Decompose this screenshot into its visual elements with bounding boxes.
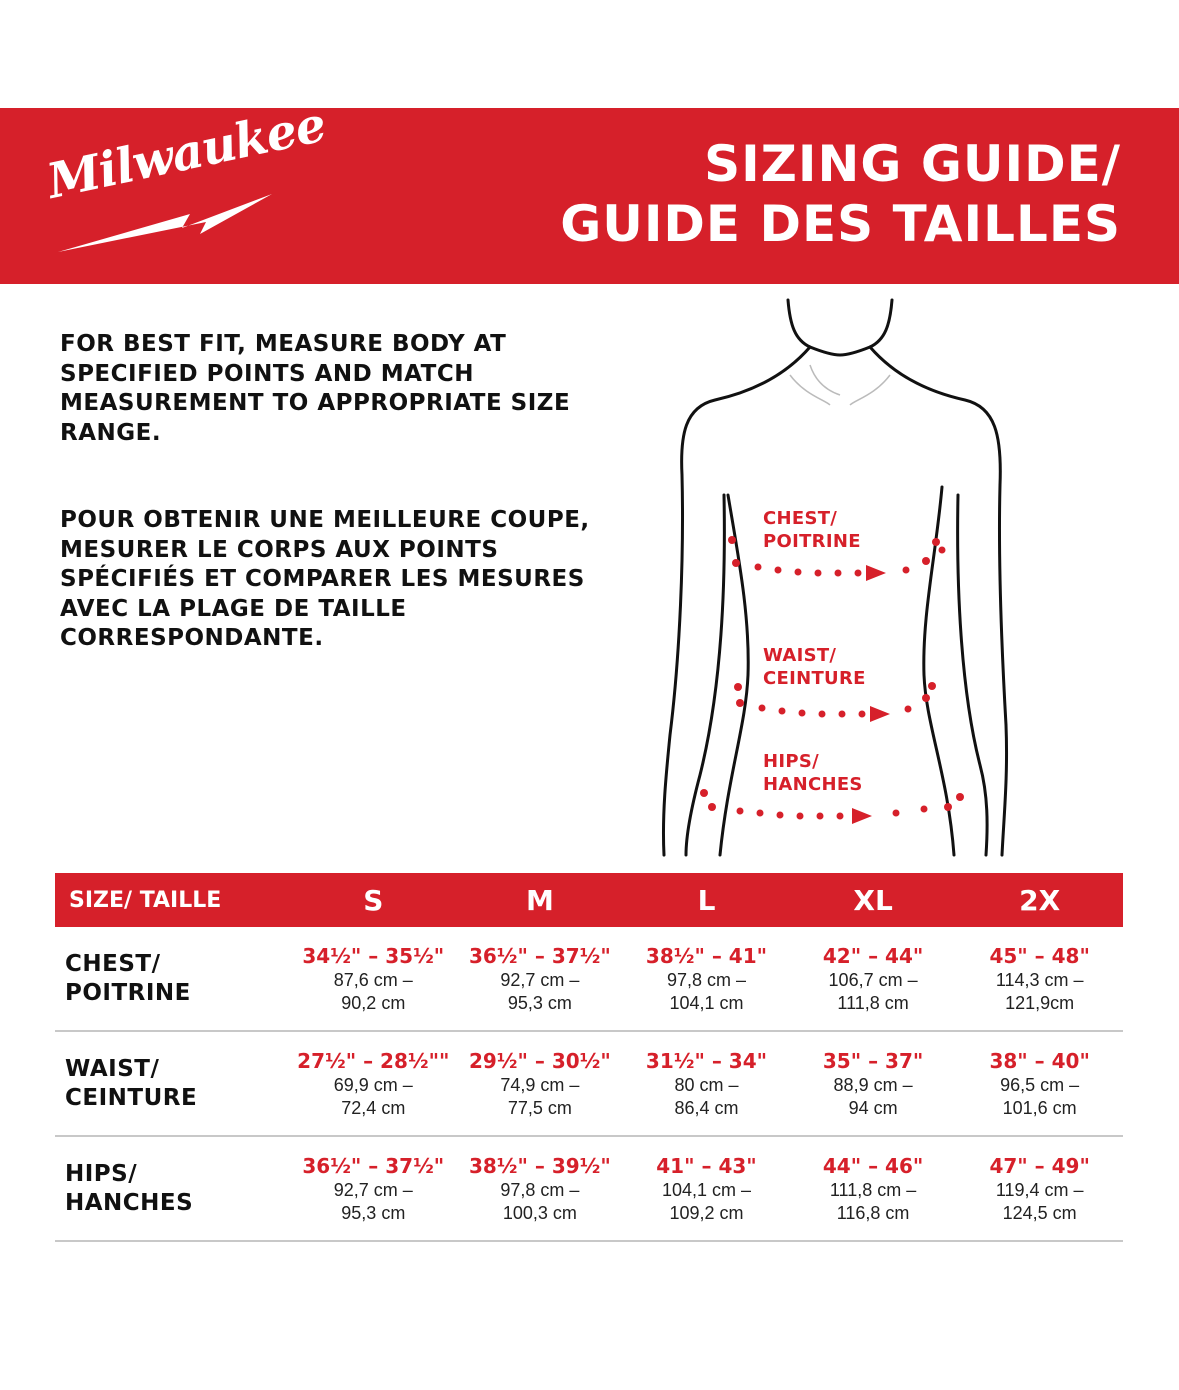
cm-range-end: 95,3 cm: [341, 1202, 406, 1223]
size-header-m: M: [525, 883, 554, 917]
inch-range: 47" – 49": [989, 1153, 1090, 1178]
logo-wordmark: Milwaukee: [42, 96, 331, 210]
title-english: SIZING GUIDE/: [704, 135, 1121, 193]
cm-range-end: 124,5 cm: [1002, 1202, 1077, 1223]
size-header-2x: 2X: [1019, 883, 1061, 917]
cm-range-start: 119,4 cm –: [995, 1179, 1084, 1200]
cm-range-end: 94 cm: [848, 1097, 898, 1118]
inch-range: 34½" – 35½": [302, 943, 445, 968]
inch-range: 29½" – 30½": [468, 1048, 611, 1073]
cm-range-start: 87,6 cm –: [333, 969, 413, 990]
cm-range-start: 92,7 cm –: [500, 969, 580, 990]
table-header: [55, 873, 1123, 927]
cm-range-end: 72,4 cm: [341, 1097, 406, 1118]
row-label-line: HIPS/: [65, 1160, 138, 1187]
instructions: [60, 330, 600, 712]
cm-range-start: 69,9 cm –: [333, 1074, 413, 1095]
chest-label: [763, 507, 861, 553]
cm-range-start: 80 cm –: [674, 1074, 739, 1095]
cm-range-start: 104,1 cm –: [661, 1179, 752, 1200]
cm-range-start: 114,3 cm –: [995, 969, 1084, 990]
cm-range-start: 92,7 cm –: [333, 1179, 413, 1200]
inch-range: 41" – 43": [656, 1153, 757, 1178]
row-label-line: CHEST/: [65, 950, 161, 977]
cm-range-end: 77,5 cm: [507, 1097, 572, 1118]
inch-range: 35" – 37": [822, 1048, 924, 1073]
inch-range: 45" – 48": [989, 943, 1090, 968]
cm-range-end: 116,8 cm: [836, 1202, 910, 1223]
cm-range-end: 101,6 cm: [1002, 1097, 1077, 1118]
cm-range-end: 104,1 cm: [669, 992, 744, 1013]
milwaukee-logo: [40, 96, 331, 258]
table-cell: [457, 1048, 624, 1120]
cm-range-end: 86,4 cm: [674, 1097, 739, 1118]
table-cell: [790, 1153, 957, 1225]
inch-range: 31½" – 34": [645, 1048, 768, 1073]
size-header-s: S: [363, 883, 384, 917]
table-cell: [290, 1048, 457, 1120]
row-label-line: CEINTURE: [65, 1084, 198, 1111]
row-label: [55, 1055, 290, 1113]
table-cell: [956, 1048, 1123, 1120]
table-cell: [290, 1153, 457, 1225]
table-cell: [790, 943, 957, 1015]
cm-range-start: 74,9 cm –: [500, 1074, 580, 1095]
row-label-line: POITRINE: [65, 979, 191, 1006]
table-row: [55, 1137, 1123, 1242]
size-header-xl: XL: [853, 883, 893, 917]
cm-range-end: 100,3 cm: [502, 1202, 577, 1223]
table-cell: [956, 943, 1123, 1015]
lightning-bolt-icon: [40, 148, 290, 258]
table-cell: [790, 1048, 957, 1120]
title-french: GUIDE DES TAILLES: [560, 195, 1121, 253]
cm-range-start: 96,5 cm –: [1000, 1074, 1080, 1095]
inch-range: 44" – 46": [822, 1153, 924, 1178]
cm-range-end: 111,8 cm: [837, 992, 909, 1013]
inch-range: 38½" – 39½": [468, 1153, 611, 1178]
inch-range: 27½" – 28½"": [297, 1048, 450, 1073]
table-row: [55, 927, 1123, 1032]
cm-range-end: 95,3 cm: [507, 992, 572, 1013]
waist-label-en: WAIST/: [763, 645, 837, 666]
inch-range: 36½" – 37½": [468, 943, 611, 968]
table-cell: [623, 1048, 790, 1120]
cm-range-start: 97,8 cm –: [500, 1179, 580, 1200]
cm-range-end: 121,9cm: [1005, 992, 1075, 1013]
table-row: [55, 1032, 1123, 1137]
row-label: [55, 950, 290, 1008]
table-cell: [457, 943, 624, 1015]
cm-range-start: 88,9 cm –: [833, 1074, 913, 1095]
size-column-header: SIZE/ TAILLE: [69, 887, 222, 913]
inch-range: 38" – 40": [989, 1048, 1090, 1073]
size-table: [55, 873, 1123, 1242]
cm-range-start: 111,8 cm –: [829, 1179, 917, 1200]
hips-label-en: HIPS/: [763, 751, 819, 772]
cm-range-start: 97,8 cm –: [666, 969, 746, 990]
header-banner: [0, 96, 1179, 284]
inch-range: 38½" – 41": [645, 943, 768, 968]
body-figure: [640, 295, 1040, 860]
page-title: [560, 134, 1121, 254]
inch-range: 36½" – 37½": [302, 1153, 445, 1178]
row-label-line: HANCHES: [65, 1189, 194, 1216]
table-body: [55, 927, 1123, 1242]
table-cell: [623, 1153, 790, 1225]
table-cell: [956, 1153, 1123, 1225]
row-label-line: WAIST/: [65, 1055, 160, 1082]
inch-range: 42" – 44": [822, 943, 924, 968]
chest-label-en: CHEST/: [763, 508, 838, 529]
instructions-english: FOR BEST FIT, MEASURE BODY AT SPECIFIED POINTS AND MATCH MEASUREMENT TO APPROPRIATE SIZE RANGE.: [60, 331, 571, 446]
row-label: [55, 1160, 290, 1218]
table-cell: [290, 943, 457, 1015]
cm-range-end: 109,2 cm: [669, 1202, 744, 1223]
size-header-l: L: [697, 883, 716, 917]
waist-label: [763, 644, 866, 690]
chest-label-fr: POITRINE: [763, 531, 861, 552]
cm-range-start: 106,7 cm –: [828, 969, 918, 990]
cm-range-end: 90,2 cm: [341, 992, 406, 1013]
waist-label-fr: CEINTURE: [763, 668, 866, 689]
hips-label: [763, 750, 863, 796]
instructions-french: POUR OBTENIR UNE MEILLEURE COUPE, MESURER LE CORPS AUX POINTS SPÉCIFIÉS ET COMPARER LES MESURES AVEC LA PLAGE DE TAILLE CORRESPONDANTE.: [60, 507, 590, 651]
hips-label-fr: HANCHES: [763, 774, 863, 795]
table-cell: [457, 1153, 624, 1225]
table-cell: [623, 943, 790, 1015]
